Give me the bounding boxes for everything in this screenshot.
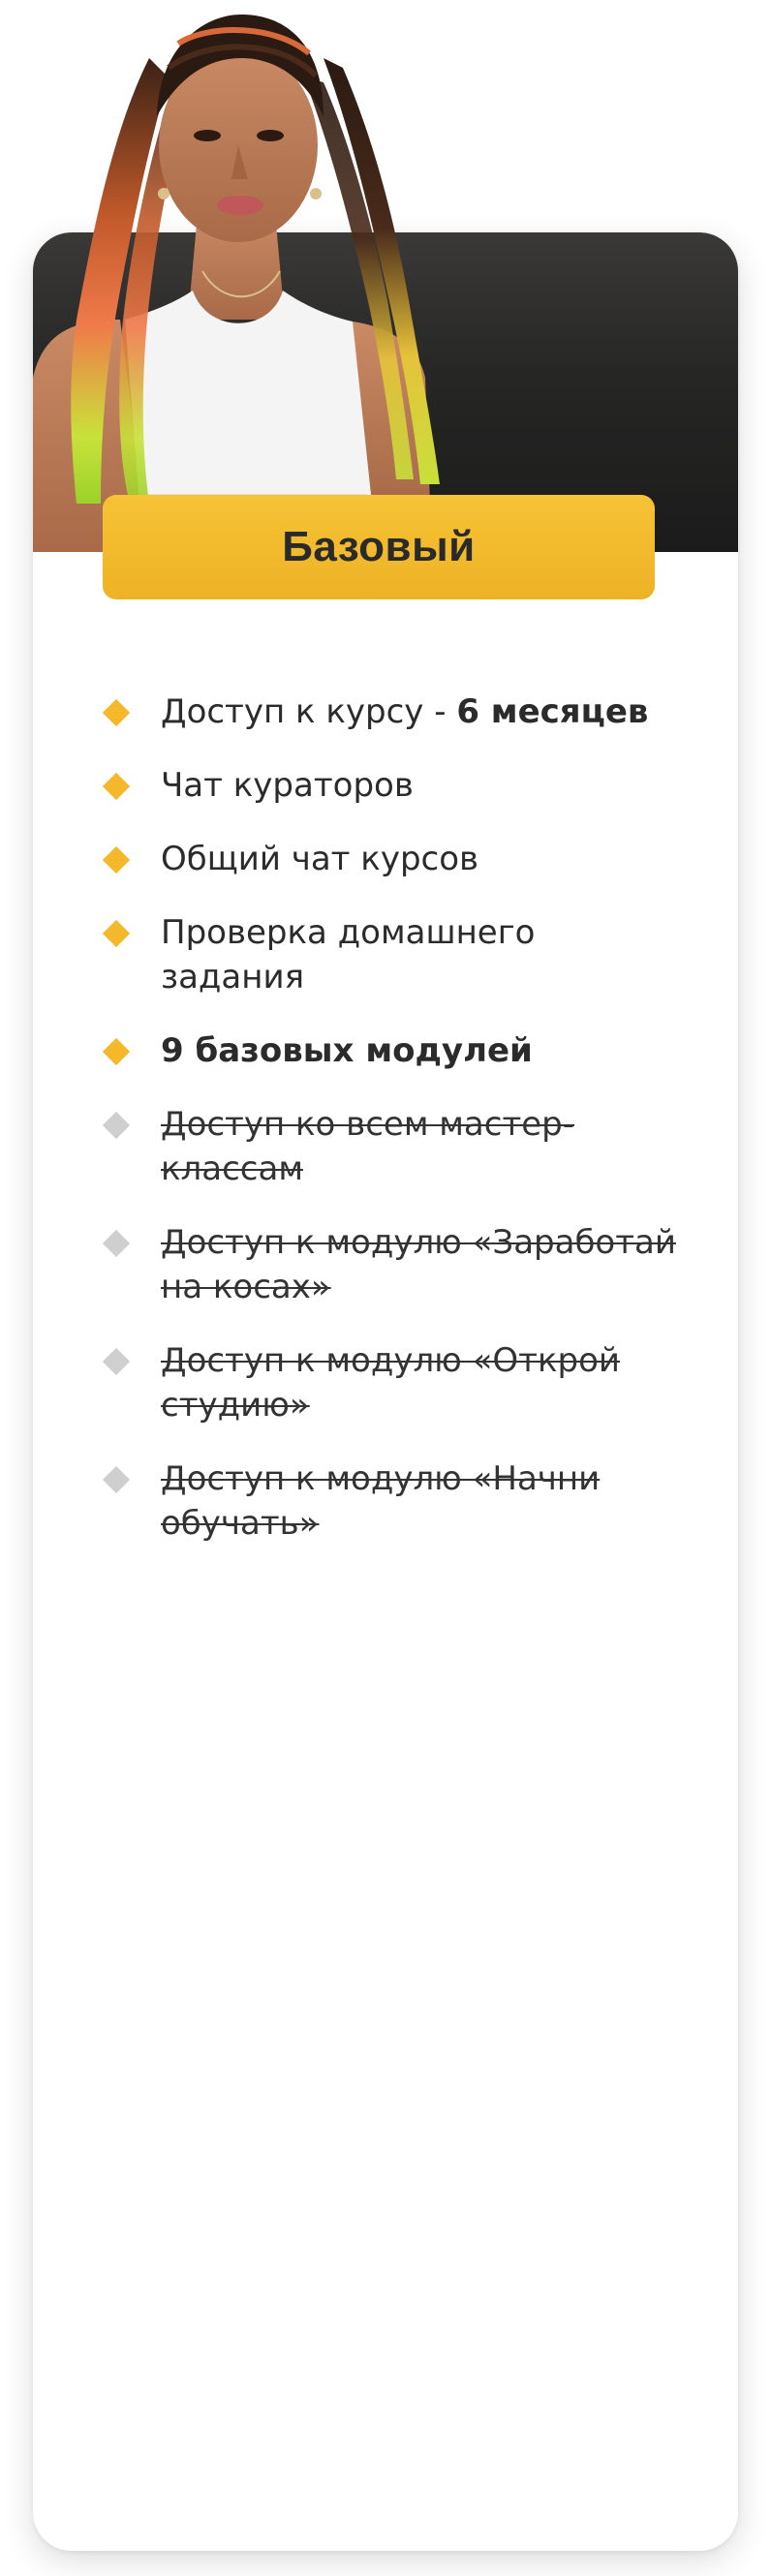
plan-title-button[interactable]: Базовый [103,495,655,599]
diamond-icon [103,1348,130,1375]
feature-item-teaching-module [103,1457,684,1546]
feature-text: Чат кураторов [161,766,414,805]
feature-text: 9 базовых модулей [161,1031,533,1070]
diamond-icon [103,1466,130,1493]
feature-text: Общий чат курсов [161,840,479,878]
diamond-icon [103,1230,130,1257]
diamond-icon [103,1038,130,1065]
feature-item-homework-review [103,910,684,999]
feature-item-course-access [103,690,684,734]
feature-item-masterclasses [103,1102,684,1191]
feature-item-general-chat [103,837,684,881]
feature-item-curators-chat [103,763,684,808]
feature-item-earn-module [103,1220,684,1309]
feature-text: Доступ ко всем мастер-классам [161,1105,575,1188]
diamond-icon [103,1112,130,1139]
diamond-icon [103,846,130,874]
feature-item-studio-module [103,1338,684,1427]
feature-item-basic-modules [103,1028,684,1073]
feature-list [103,690,684,1575]
diamond-icon [103,773,130,800]
diamond-icon [103,920,130,947]
feature-text: Проверка домашнего задания [161,913,536,997]
feature-text: Доступ к курсу - 6 месяцев [161,692,649,731]
feature-text: Доступ к модулю «Заработай на косах» [161,1223,676,1306]
diamond-icon [103,699,130,726]
feature-text: Доступ к модулю «Открой студию» [161,1341,620,1425]
feature-text: Доступ к модулю «Начни обучать» [161,1459,601,1543]
